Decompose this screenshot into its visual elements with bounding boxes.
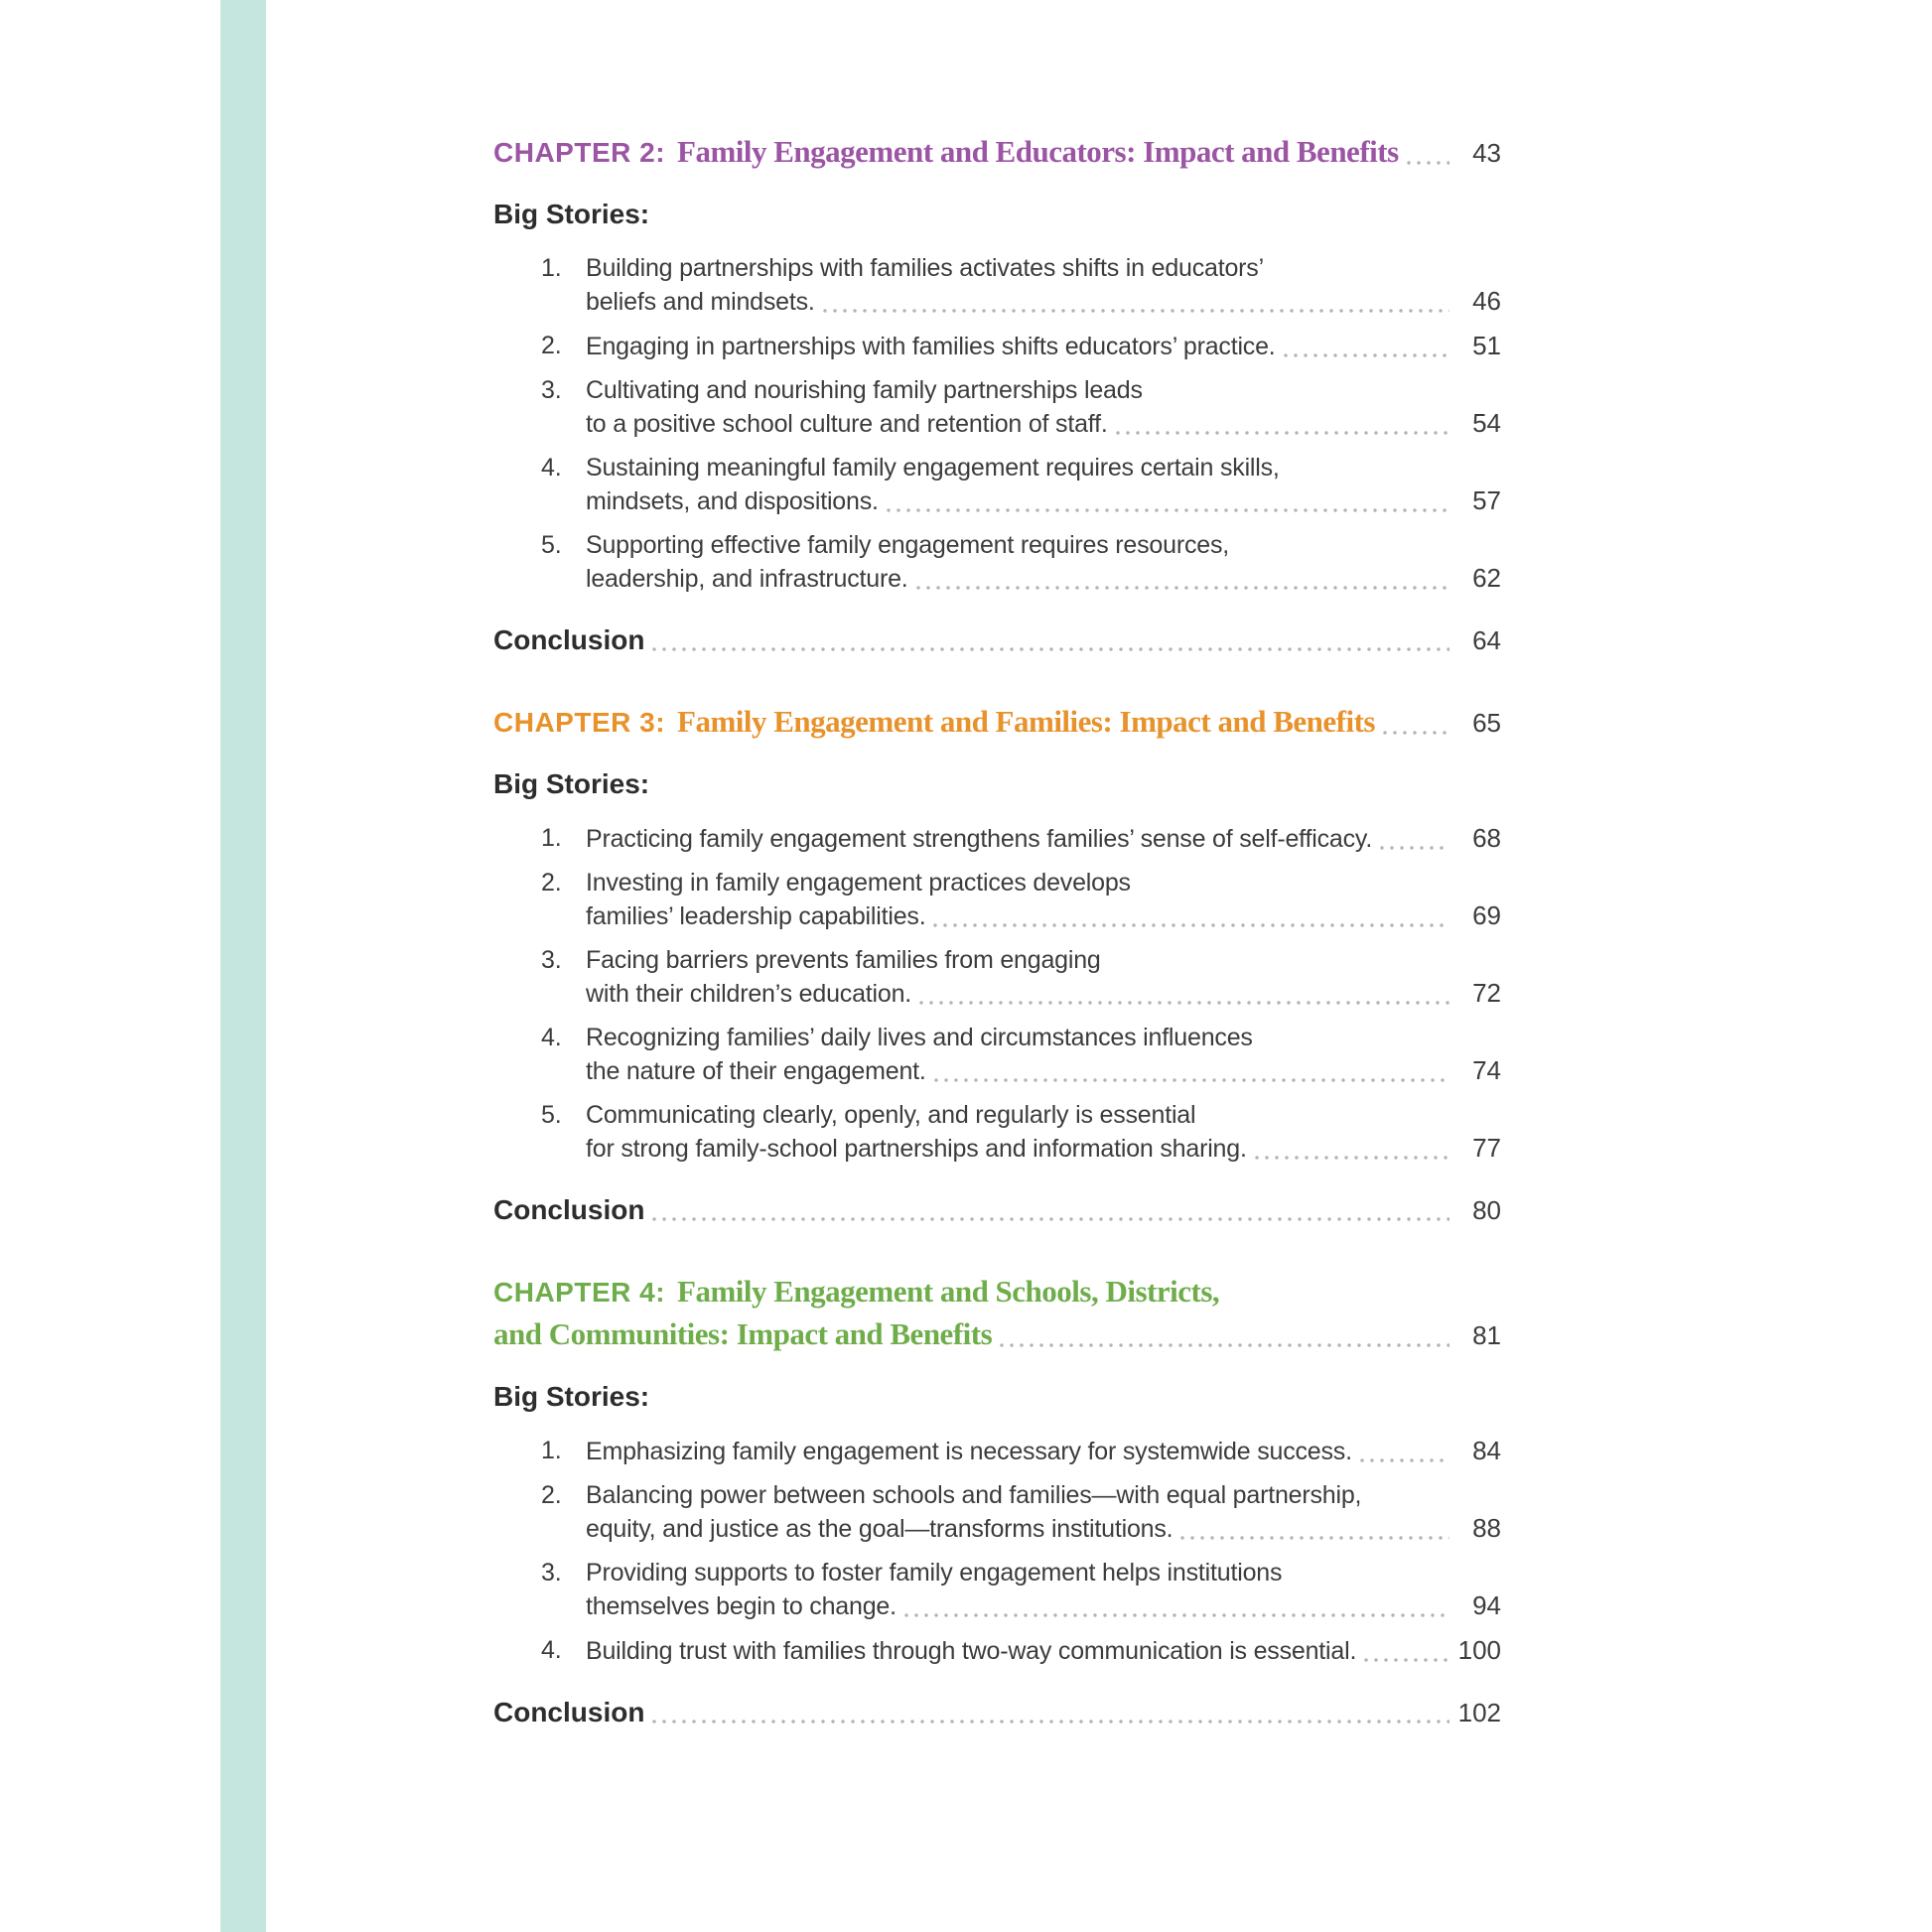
toc-item (493, 1022, 1501, 1088)
page-number: 88 (1472, 1513, 1501, 1543)
dotted-leader (1255, 1156, 1449, 1160)
item-text: Emphasizing family engagement is necessary for systemwide success. (586, 1438, 1352, 1465)
item-number: 2. (541, 332, 562, 359)
conclusion-label: Conclusion (493, 624, 645, 655)
chapter-4-section (493, 1271, 1501, 1729)
toc-item (493, 374, 1501, 441)
dotted-leader (1116, 431, 1449, 435)
page-number: 62 (1472, 563, 1501, 593)
dotted-leader (1407, 161, 1449, 165)
dotted-leader (1000, 1343, 1449, 1347)
page-number: 69 (1472, 900, 1501, 930)
item-number: 5. (541, 531, 562, 559)
toc-item-list (493, 822, 1501, 1166)
toc-item (493, 252, 1501, 319)
item-number: 1. (541, 1437, 562, 1464)
page-number: 102 (1457, 1698, 1501, 1727)
chapter-2-section (493, 131, 1501, 657)
item-text: the nature of their engagement. (586, 1057, 926, 1085)
chapter-title: Family Engagement and Families: Impact and Benefits (677, 704, 1376, 739)
page-number: 65 (1472, 708, 1501, 738)
item-number: 2. (541, 869, 562, 897)
dotted-leader (887, 508, 1449, 512)
item-text: Providing supports to foster family engagement helps institutions (586, 1559, 1283, 1587)
page-number: 80 (1472, 1195, 1501, 1225)
dotted-leader (652, 647, 1449, 651)
page-number: 64 (1472, 625, 1501, 655)
dotted-leader (1284, 353, 1449, 357)
item-text: Investing in family engagement practices develops (586, 869, 1131, 897)
dotted-leader (919, 1001, 1449, 1005)
toc-item (493, 529, 1501, 596)
toc-item (493, 1479, 1501, 1546)
chapter-3-heading (493, 701, 1501, 744)
dotted-leader (933, 923, 1449, 927)
toc-item (493, 1557, 1501, 1623)
conclusion-row (493, 623, 1501, 657)
conclusion-row (493, 1193, 1501, 1227)
dotted-leader (1360, 1458, 1449, 1462)
item-number: 4. (541, 1024, 562, 1051)
toc-item-list (493, 1435, 1501, 1668)
item-text: with their children’s education. (586, 980, 912, 1008)
toc-item (493, 330, 1501, 363)
item-text: Engaging in partnerships with families shifts educators’ practice. (586, 333, 1276, 360)
item-text: Cultivating and nourishing family partnerships leads (586, 376, 1143, 404)
toc-item (493, 867, 1501, 933)
item-text: Facing barriers prevents families from engaging (586, 946, 1101, 974)
chapter-label: CHAPTER 4: (493, 1277, 666, 1308)
item-number: 4. (541, 454, 562, 482)
dotted-leader (652, 1720, 1449, 1724)
big-stories-heading: Big Stories: (493, 768, 650, 799)
chapter-title-line-2: and Communities: Impact and Benefits (493, 1316, 993, 1351)
dotted-leader (823, 309, 1449, 313)
page-number: 77 (1472, 1133, 1501, 1163)
item-text: Sustaining meaningful family engagement requires certain skills, (586, 454, 1280, 482)
toc-item (493, 1435, 1501, 1468)
chapter-title: Family Engagement and Schools, Districts, (677, 1274, 1220, 1309)
item-text: Balancing power between schools and families—with equal partnership, (586, 1481, 1362, 1509)
page-number: 43 (1472, 138, 1501, 168)
conclusion-label: Conclusion (493, 1697, 645, 1727)
page-number: 46 (1472, 286, 1501, 316)
toc-item (493, 822, 1501, 856)
big-stories-heading: Big Stories: (493, 199, 650, 229)
item-text: beliefs and mindsets. (586, 288, 815, 316)
item-text: Building partnerships with families activates shifts in educators’ (586, 254, 1264, 282)
item-text: Practicing family engagement strengthens families’ sense of self-efficacy. (586, 825, 1373, 853)
item-text: leadership, and infrastructure. (586, 565, 908, 593)
page-number: 100 (1457, 1635, 1501, 1665)
item-text: Recognizing families’ daily lives and circumstances influences (586, 1024, 1253, 1051)
page-number: 51 (1472, 331, 1501, 360)
chapter-3-section (493, 701, 1501, 1227)
dotted-leader (1380, 846, 1449, 850)
dotted-leader (652, 1217, 1449, 1221)
item-number: 5. (541, 1101, 562, 1129)
page-number: 84 (1472, 1436, 1501, 1465)
item-text: equity, and justice as the goal—transforms institutions. (586, 1515, 1173, 1543)
item-text: Communicating clearly, openly, and regularly is essential (586, 1101, 1196, 1129)
dotted-leader (904, 1613, 1449, 1617)
item-number: 3. (541, 376, 562, 404)
toc-item (493, 1099, 1501, 1166)
chapter-title: Family Engagement and Educators: Impact and Benefits (677, 134, 1399, 169)
toc-item (493, 452, 1501, 518)
item-text: mindsets, and dispositions. (586, 487, 879, 515)
toc-item (493, 944, 1501, 1011)
toc-item (493, 1634, 1501, 1668)
item-text: for strong family-school partnerships and information sharing. (586, 1135, 1247, 1163)
item-number: 1. (541, 254, 562, 282)
item-number: 3. (541, 946, 562, 974)
page-number: 68 (1472, 823, 1501, 853)
page-number: 81 (1472, 1320, 1501, 1350)
chapter-2-heading (493, 131, 1501, 174)
item-text: themselves begin to change. (586, 1592, 897, 1620)
toc-item-list (493, 252, 1501, 596)
page-number: 57 (1472, 485, 1501, 515)
big-stories-heading: Big Stories: (493, 1381, 650, 1412)
item-text: Building trust with families through two-way communication is essential. (586, 1637, 1357, 1665)
page-number: 94 (1472, 1590, 1501, 1620)
conclusion-label: Conclusion (493, 1194, 645, 1225)
dotted-leader (1383, 731, 1449, 735)
left-accent-stripe (220, 0, 266, 1932)
dotted-leader (1364, 1658, 1449, 1662)
conclusion-row (493, 1696, 1501, 1729)
chapter-4-heading (493, 1271, 1501, 1356)
table-of-contents (493, 131, 1501, 1773)
item-number: 2. (541, 1481, 562, 1509)
chapter-label: CHAPTER 3: (493, 707, 666, 738)
page-number: 54 (1472, 408, 1501, 438)
item-number: 1. (541, 824, 562, 852)
dotted-leader (1180, 1536, 1449, 1540)
page-number: 74 (1472, 1055, 1501, 1085)
page-number: 72 (1472, 978, 1501, 1008)
item-text: families’ leadership capabilities. (586, 902, 926, 930)
dotted-leader (916, 586, 1449, 590)
item-number: 3. (541, 1559, 562, 1587)
item-number: 4. (541, 1636, 562, 1664)
item-text: Supporting effective family engagement requires resources, (586, 531, 1230, 559)
chapter-label: CHAPTER 2: (493, 137, 666, 168)
item-text: to a positive school culture and retention of staff. (586, 410, 1108, 438)
dotted-leader (934, 1078, 1449, 1082)
